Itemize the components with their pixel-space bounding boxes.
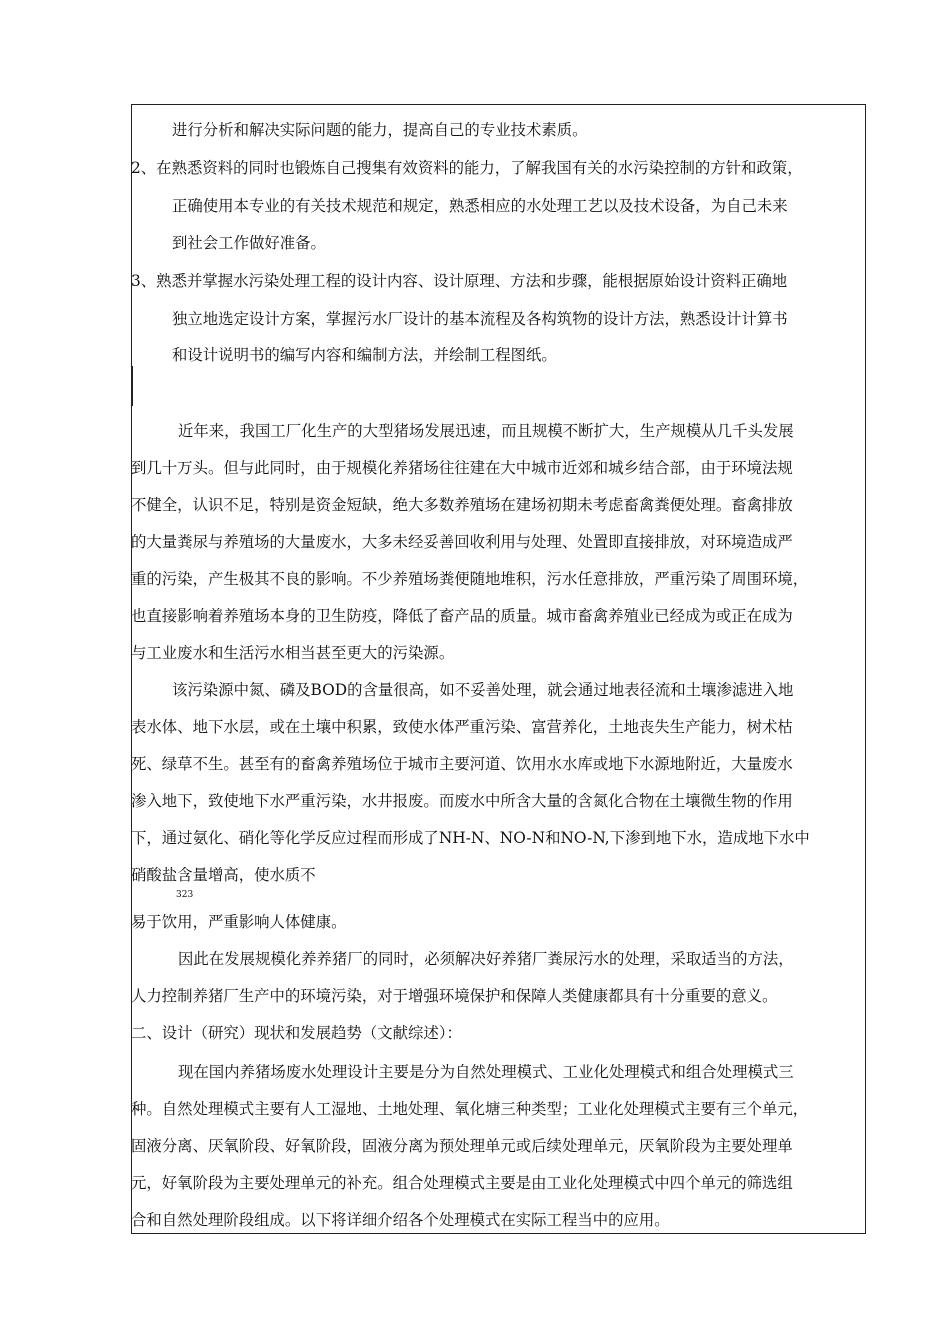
text-line: 渗入地下，致使地下水严重污染，水井报废。而废水中所含大量的含氮化合物在土壤微生物的作用 — [131, 792, 793, 810]
text-line: 种。自然处理模式主要有人工湿地、土地处理、氧化塘三种类型；工业化处理模式主要有三个单元， — [131, 1100, 809, 1118]
text-line: 和设计说明书的编写内容和编制方法，并绘制工程图纸。 — [172, 346, 557, 364]
text-line: 固液分离、厌氧阶段、好氧阶段，固液分离为预处理单元或后续处理单元，厌氧阶段为主要处理单 — [131, 1137, 793, 1155]
text-line: 不健全，认识不足，特别是资金短缺，绝大多数养殖场在建场初期未考虑畜禽粪便处理。畜禽排放 — [131, 496, 793, 514]
text-line: 死、绿草不生。甚至有的畜禽养殖场位于城市主要河道、饮用水水库或地下水源地附近，大量废水 — [131, 755, 793, 773]
text-line: 现在国内养猪场废水处理设计主要是分为自然处理模式、工业化处理模式和组合处理模式三 — [178, 1063, 794, 1081]
text-line: 表水体、地下水层，或在土壤中积累，致使水体严重污染、富营养化，土地丧失生产能力，树术枯 — [131, 718, 793, 736]
text-line: 到几十万头。但与此同时，由于规模化养猪场往往建在大中城市近郊和城乡结合部，由于环境法规 — [131, 459, 793, 477]
text-line: 也直接影响着养殖场本身的卫生防疫，降低了畜产品的质量。城市畜禽养殖业已经成为或正在成为 — [131, 607, 793, 625]
text-line: 到社会工作做好准备。 — [172, 234, 326, 252]
text-line: 易于饮用，严重影响人体健康。 — [131, 913, 347, 931]
text-line: 独立地选定设计方案，掌握污水厂设计的基本流程及各构筑物的设计方法，熟悉设计计算书 — [172, 310, 788, 328]
text-line: 2、在熟悉资料的同时也锻炼自己搜集有效资料的能力，了解我国有关的水污染控制的方针和政策， — [131, 159, 803, 177]
text-line: 进行分析和解决实际问题的能力，提高自己的专业技术素质。 — [172, 121, 588, 139]
text-line: 人力控制养猪厂生产中的环境污染，对于增强环境保护和保障人类健康都具有十分重要的意义。 — [131, 987, 778, 1005]
text-line: 下，通过氨化、硝化等化学反应过程而形成了NH-N、NO-N和NO-N,下渗到地下水，造成地下水中 — [131, 829, 810, 847]
text-line: 元，好氧阶段为主要处理单元的补充。组合处理模式主要是由工业化处理模式中四个单元的筛选组 — [131, 1174, 793, 1192]
text-line: 因此在发展规模化养养猪厂的同时，必须解决好养猪厂粪尿污水的处理，采取适当的方法， — [178, 950, 794, 968]
page-number: 323 — [176, 890, 194, 900]
text-line: 的大量粪尿与养殖场的大量废水，大多未经妥善回收利用与处理、处置即直接排放，对环境造成严 — [131, 533, 793, 551]
text-line: 合和自然处理阶段组成。以下将详细介绍各个处理模式在实际工程当中的应用。 — [131, 1211, 670, 1229]
text-line: 重的污染，产生极其不良的影响。不少养殖场粪便随地堆积，污水任意排放，严重污染了周围环境， — [131, 570, 809, 588]
text-line: 正确使用本专业的有关技术规范和规定，熟悉相应的水处理工艺以及技术设备，为自己未来 — [172, 197, 788, 215]
left-border-mark — [131, 366, 133, 406]
text-line: 近年来，我国工厂化生产的大型猪场发展迅速，而且规模不断扩大，生产规模从几千头发展 — [178, 422, 794, 440]
text-line: 3、熟悉并掌握水污染处理工程的设计内容、设计原理、方法和步骤，能根据原始设计资料正确地 — [131, 272, 788, 290]
text-line: 与工业废水和生活污水相当甚至更大的污染源。 — [131, 644, 455, 662]
text-line: 二、设计（研究）现状和发展趋势（文献综述）： — [131, 1024, 462, 1042]
text-line: 该污染源中氮、磷及BOD的含量很高，如不妥善处理，就会通过地表径流和土壤渗滤进入地 — [172, 681, 794, 699]
text-line: 硝酸盐含量增高，使水质不 — [131, 866, 316, 884]
